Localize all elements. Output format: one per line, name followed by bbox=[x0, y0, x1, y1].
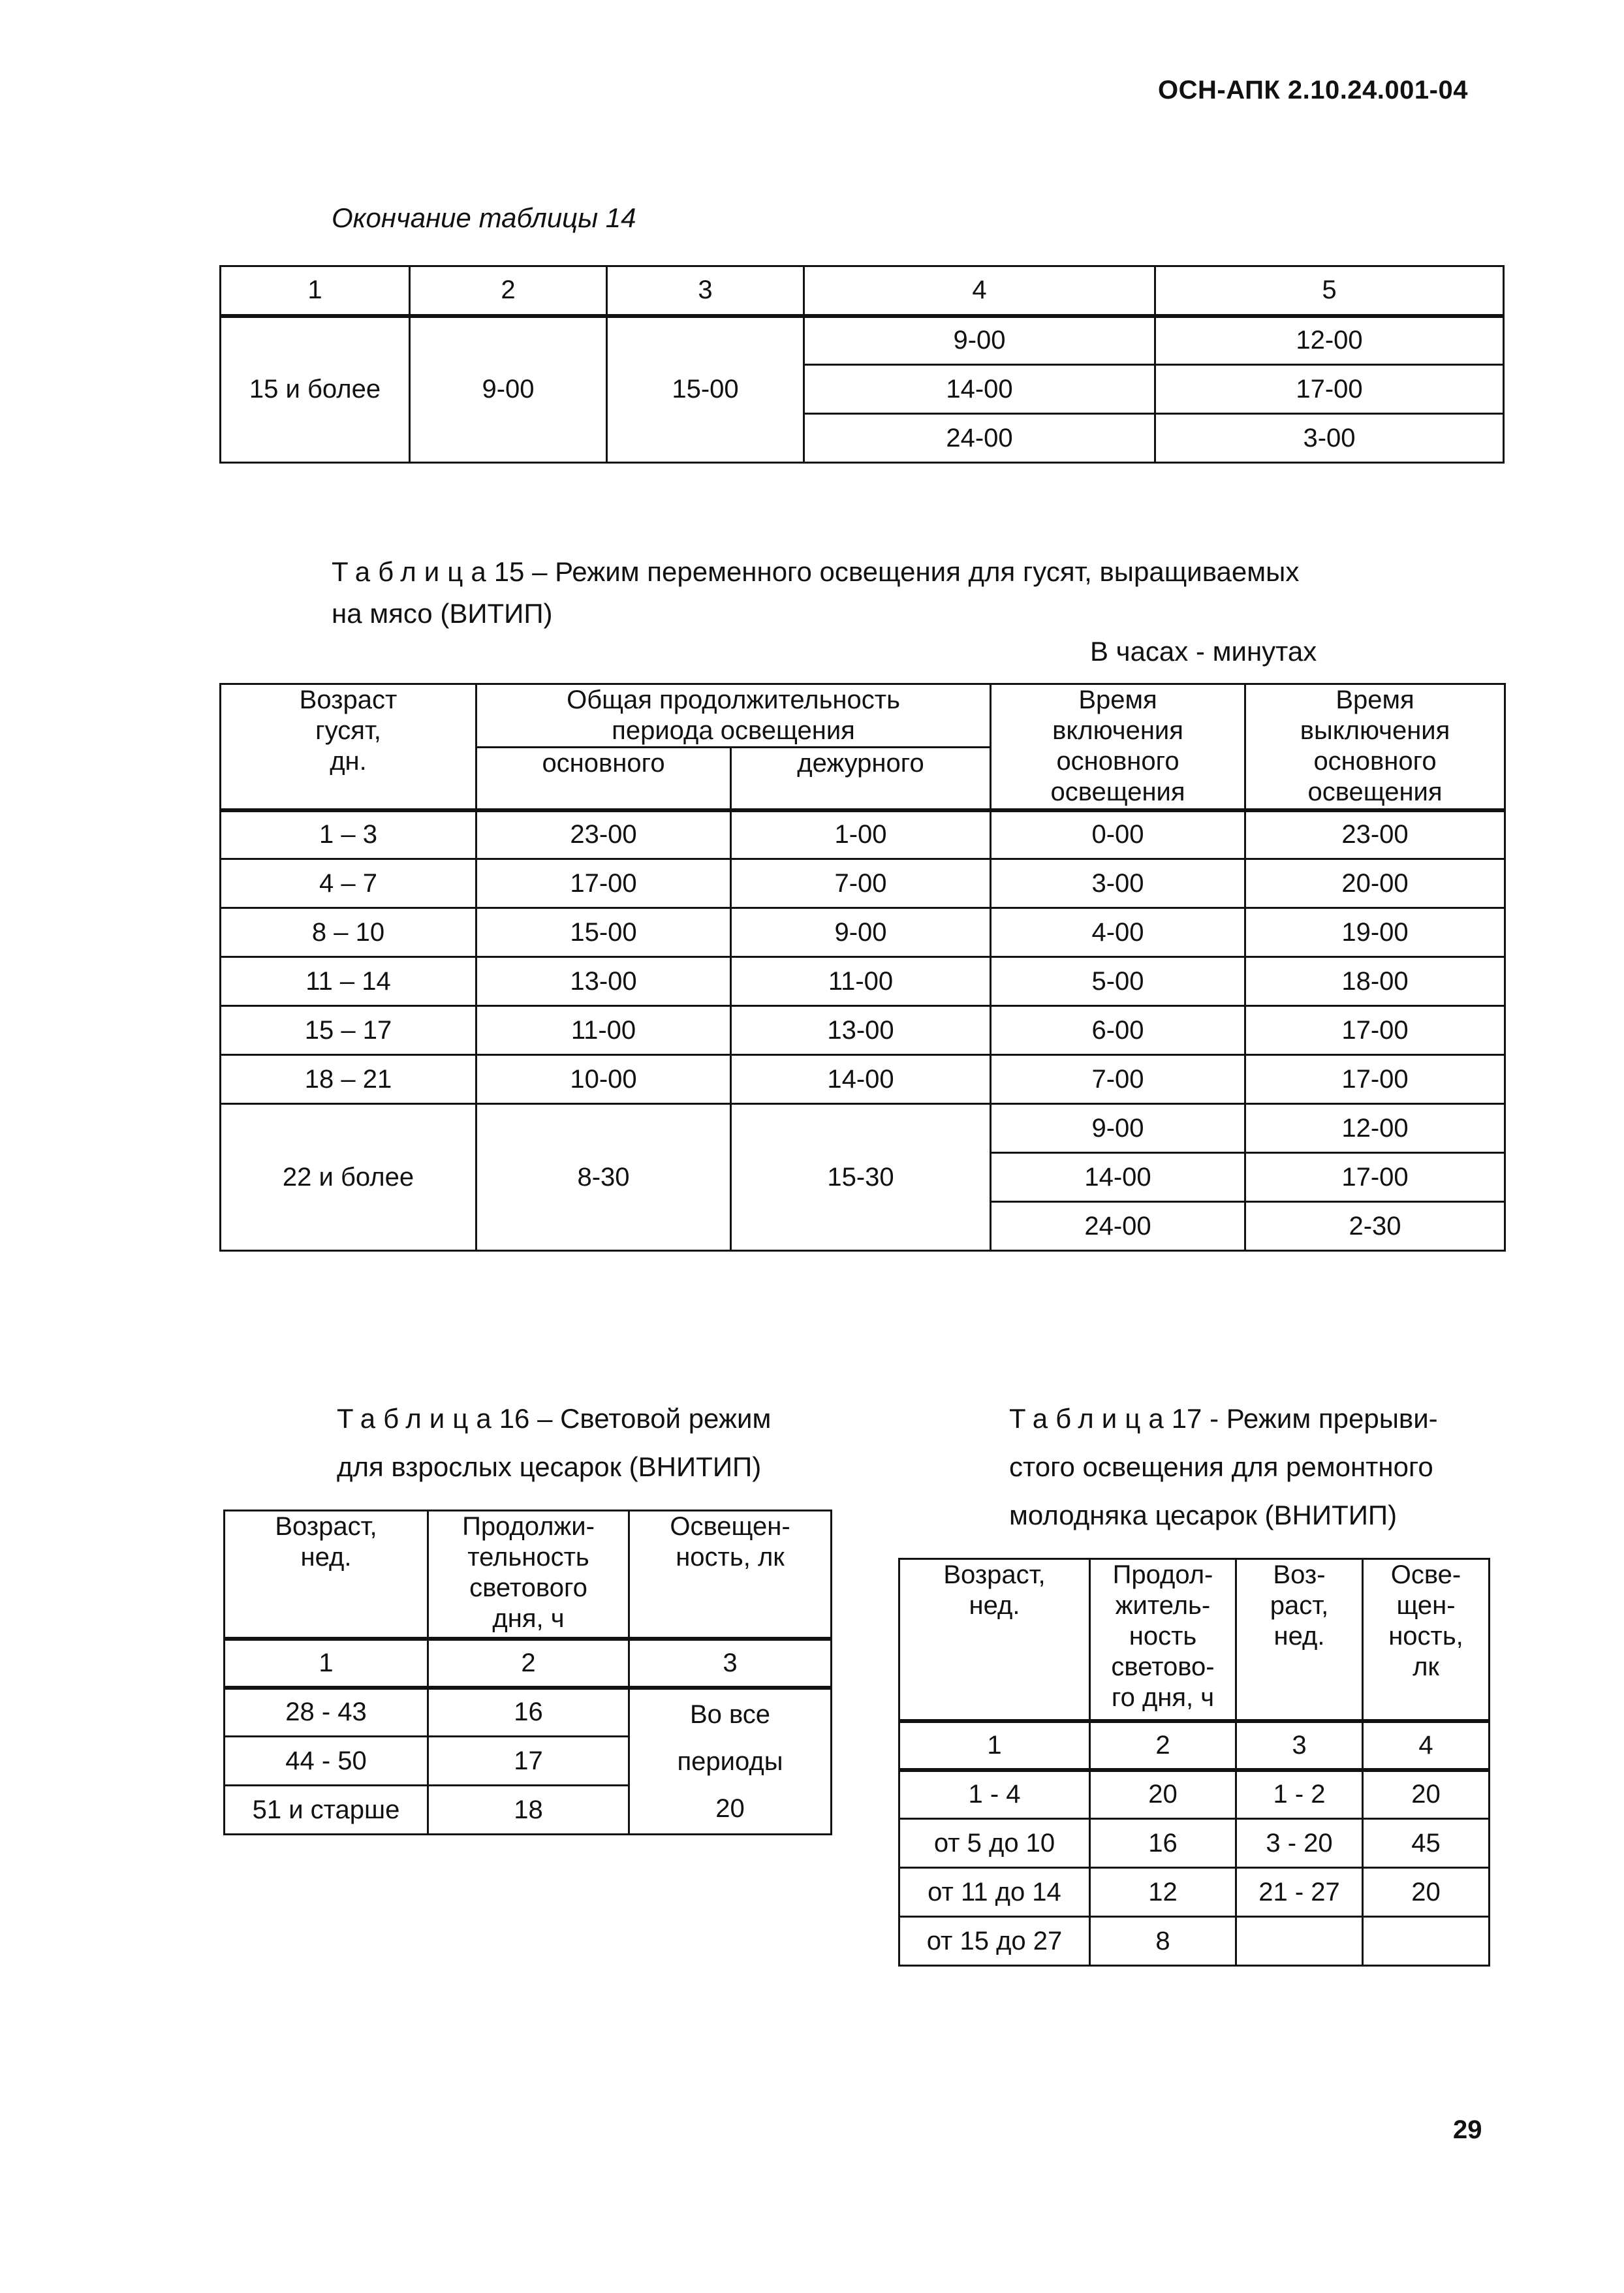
table16-title-text: 16 – Световой режим bbox=[499, 1403, 772, 1434]
page-number: 29 bbox=[1453, 2115, 1482, 2144]
table15-cell: 15-30 bbox=[731, 1104, 991, 1251]
header-line: го дня, ч bbox=[1111, 1683, 1215, 1712]
header-line: житель- bbox=[1115, 1591, 1211, 1620]
table17-cell bbox=[1363, 1917, 1490, 1966]
table15-cell: 2-30 bbox=[1245, 1202, 1505, 1251]
table14-col-number: 2 bbox=[410, 266, 607, 316]
table14-cell: 9-00 bbox=[410, 316, 607, 463]
table15-title-text: 15 – Режим переменного освещения для гусят, выращиваемых bbox=[493, 556, 1300, 587]
table17-header-age2 bbox=[1236, 1559, 1363, 1721]
table17-cell: 12 bbox=[1090, 1868, 1236, 1917]
table15-cell: 17-00 bbox=[1245, 1153, 1505, 1202]
table17-title-line3: молодняка цесарок (ВНИТИП) bbox=[1009, 1500, 1398, 1530]
header-line: освещения bbox=[1050, 778, 1185, 806]
table15-title-line2: на мясо (ВИТИП) bbox=[332, 598, 553, 629]
table15-title bbox=[332, 551, 1507, 635]
table15-cell: 7-00 bbox=[991, 1055, 1245, 1104]
table15-cell: 15 – 17 bbox=[221, 1006, 476, 1055]
table15-cell: 23-00 bbox=[1245, 810, 1505, 859]
header-line: основного bbox=[1313, 747, 1437, 776]
table17-title-line2: стого освещения для ремонтного bbox=[1009, 1451, 1433, 1482]
header-line: периода освещения bbox=[612, 716, 855, 745]
table15-cell: 5-00 bbox=[991, 957, 1245, 1006]
header-line: Продолжи- bbox=[462, 1512, 595, 1541]
table15-cell: 14-00 bbox=[731, 1055, 991, 1104]
table15-cell: 0-00 bbox=[991, 810, 1245, 859]
table17-cell: 20 bbox=[1090, 1770, 1236, 1819]
table14-cell: 14-00 bbox=[804, 365, 1155, 414]
table17-header-age bbox=[899, 1559, 1090, 1721]
table15-cell: 13-00 bbox=[476, 957, 731, 1006]
table16-header-age bbox=[225, 1511, 428, 1639]
table15-header-main: основного bbox=[476, 748, 731, 810]
header-line: ность, лк bbox=[676, 1543, 785, 1572]
header-line: Время bbox=[1078, 686, 1157, 714]
table17-header-duration bbox=[1090, 1559, 1236, 1721]
table15-cell: 17-00 bbox=[1245, 1055, 1505, 1104]
table16-header-duration bbox=[428, 1511, 629, 1639]
table15-units: В часах - минутах bbox=[1090, 636, 1317, 667]
table15-cell: 11-00 bbox=[476, 1006, 731, 1055]
table15-cell: 3-00 bbox=[991, 859, 1245, 908]
header-line: Возраст bbox=[299, 686, 398, 714]
table15-cell: 11-00 bbox=[731, 957, 991, 1006]
table14-cell: 17-00 bbox=[1155, 365, 1504, 414]
table15-cell: 17-00 bbox=[476, 859, 731, 908]
table17-title-word: Таблица bbox=[1009, 1403, 1172, 1434]
header-line: светово- bbox=[1111, 1653, 1215, 1681]
merged-line: Во все bbox=[689, 1700, 771, 1729]
table15-cell: 1 – 3 bbox=[221, 810, 476, 859]
table15-cell: 11 – 14 bbox=[221, 957, 476, 1006]
table15-cell: 10-00 bbox=[476, 1055, 731, 1104]
header-line: Возраст, bbox=[275, 1512, 377, 1541]
table15-cell: 4 – 7 bbox=[221, 859, 476, 908]
table16-title-word: Таблица bbox=[337, 1403, 499, 1434]
table15 bbox=[219, 683, 1506, 1252]
table17-cell: от 15 до 27 bbox=[899, 1917, 1090, 1966]
table15-header-off bbox=[1245, 684, 1505, 810]
table17-cell: 1 - 2 bbox=[1236, 1770, 1363, 1819]
header-line: Общая продолжительность bbox=[567, 686, 900, 714]
table17-cell: 20 bbox=[1363, 1868, 1490, 1917]
header-line: щен- bbox=[1396, 1591, 1456, 1620]
table14-col-number: 1 bbox=[221, 266, 410, 316]
header-line: Возраст, bbox=[943, 1560, 1046, 1589]
table16-col-number: 2 bbox=[428, 1639, 629, 1688]
header-line: ность, bbox=[1388, 1622, 1463, 1651]
table16-cell: 16 bbox=[428, 1688, 629, 1737]
table16-title-line2: для взрослых цесарок (ВНИТИП) bbox=[337, 1451, 762, 1482]
table17-cell: 16 bbox=[1090, 1819, 1236, 1868]
header-line: нед. bbox=[300, 1543, 352, 1572]
table15-cell: 18 – 21 bbox=[221, 1055, 476, 1104]
header-line: Осве- bbox=[1390, 1560, 1461, 1589]
table14-col-number: 5 bbox=[1155, 266, 1504, 316]
table15-cell: 8 – 10 bbox=[221, 908, 476, 957]
table16-lux-merged bbox=[629, 1688, 832, 1835]
table15-cell: 4-00 bbox=[991, 908, 1245, 957]
header-line: тельность bbox=[467, 1543, 589, 1572]
table17-cell: 45 bbox=[1363, 1819, 1490, 1868]
table15-cell: 9-00 bbox=[991, 1104, 1245, 1153]
table15-cell: 19-00 bbox=[1245, 908, 1505, 957]
table17 bbox=[898, 1558, 1490, 1967]
header-line: гусят, bbox=[315, 716, 381, 745]
table16-cell: 28 - 43 bbox=[225, 1688, 428, 1737]
table17-cell: 21 - 27 bbox=[1236, 1868, 1363, 1917]
table15-header-on bbox=[991, 684, 1245, 810]
table16-cell: 18 bbox=[428, 1786, 629, 1835]
header-line: ность bbox=[1129, 1622, 1197, 1651]
table17-col-number: 3 bbox=[1236, 1721, 1363, 1770]
merged-line: 20 bbox=[715, 1794, 745, 1823]
table16-col-number: 1 bbox=[225, 1639, 428, 1688]
table16-cell: 51 и старше bbox=[225, 1786, 428, 1835]
header-line: освещения bbox=[1307, 778, 1443, 806]
table16-title bbox=[337, 1395, 924, 1491]
table15-cell: 9-00 bbox=[731, 908, 991, 957]
table15-header-duty: дежурного bbox=[731, 748, 991, 810]
header-line: Освещен- bbox=[670, 1512, 790, 1541]
table14-end bbox=[219, 265, 1505, 464]
table15-cell: 15-00 bbox=[476, 908, 731, 957]
table17-col-number: 4 bbox=[1363, 1721, 1490, 1770]
table16 bbox=[223, 1510, 832, 1835]
table14-cell: 3-00 bbox=[1155, 414, 1504, 463]
table15-cell: 22 и более bbox=[221, 1104, 476, 1251]
table17-cell bbox=[1236, 1917, 1363, 1966]
table14-cell: 9-00 bbox=[804, 316, 1155, 365]
table16-header-lux bbox=[629, 1511, 832, 1639]
table15-cell: 20-00 bbox=[1245, 859, 1505, 908]
table17-header-lux bbox=[1363, 1559, 1490, 1721]
header-line: нед. bbox=[969, 1591, 1020, 1620]
table15-cell: 23-00 bbox=[476, 810, 731, 859]
table17-cell: 20 bbox=[1363, 1770, 1490, 1819]
table15-cell: 13-00 bbox=[731, 1006, 991, 1055]
table15-cell: 12-00 bbox=[1245, 1104, 1505, 1153]
table15-header-total bbox=[476, 684, 991, 748]
table17-cell: от 5 до 10 bbox=[899, 1819, 1090, 1868]
table17-title-text: 17 - Режим прерыви- bbox=[1171, 1403, 1438, 1434]
header-line: дня, ч bbox=[492, 1604, 565, 1633]
header-line: лк bbox=[1413, 1653, 1439, 1681]
table16-cell: 17 bbox=[428, 1737, 629, 1786]
header-line: раст, bbox=[1270, 1591, 1329, 1620]
header-line: включения bbox=[1052, 716, 1183, 745]
header-line: Воз- bbox=[1273, 1560, 1326, 1589]
table14-cell: 15-00 bbox=[607, 316, 804, 463]
document-code: ОСН-АПК 2.10.24.001-04 bbox=[1158, 76, 1468, 104]
table14-col-number: 3 bbox=[607, 266, 804, 316]
table16-col-number: 3 bbox=[629, 1639, 832, 1688]
table17-cell: от 11 до 14 bbox=[899, 1868, 1090, 1917]
table16-cell: 44 - 50 bbox=[225, 1737, 428, 1786]
header-line: светового bbox=[469, 1573, 587, 1602]
table14-cell: 12-00 bbox=[1155, 316, 1504, 365]
table15-cell: 14-00 bbox=[991, 1153, 1245, 1202]
header-line: выключения bbox=[1300, 716, 1450, 745]
table15-title-word: Таблица bbox=[332, 556, 494, 587]
table15-cell: 18-00 bbox=[1245, 957, 1505, 1006]
table15-cell: 7-00 bbox=[731, 859, 991, 908]
table14-caption: Окончание таблицы 14 bbox=[332, 202, 636, 233]
table17-cell: 8 bbox=[1090, 1917, 1236, 1966]
table15-cell: 1-00 bbox=[731, 810, 991, 859]
header-line: дн. bbox=[330, 747, 367, 776]
table15-cell: 17-00 bbox=[1245, 1006, 1505, 1055]
table14-cell: 15 и более bbox=[221, 316, 410, 463]
table15-cell: 24-00 bbox=[991, 1202, 1245, 1251]
table15-cell: 6-00 bbox=[991, 1006, 1245, 1055]
header-line: нед. bbox=[1273, 1622, 1325, 1651]
table17-title bbox=[1009, 1395, 1531, 1540]
table17-cell: 1 - 4 bbox=[899, 1770, 1090, 1819]
table17-col-number: 1 bbox=[899, 1721, 1090, 1770]
table14-cell: 24-00 bbox=[804, 414, 1155, 463]
table15-header-age bbox=[221, 684, 476, 810]
merged-line: периоды bbox=[677, 1747, 783, 1776]
header-line: Время bbox=[1335, 686, 1414, 714]
table15-cell: 8-30 bbox=[476, 1104, 731, 1251]
header-line: основного bbox=[1056, 747, 1179, 776]
header-line: Продол- bbox=[1112, 1560, 1213, 1589]
table17-col-number: 2 bbox=[1090, 1721, 1236, 1770]
table17-cell: 3 - 20 bbox=[1236, 1819, 1363, 1868]
table14-col-number: 4 bbox=[804, 266, 1155, 316]
